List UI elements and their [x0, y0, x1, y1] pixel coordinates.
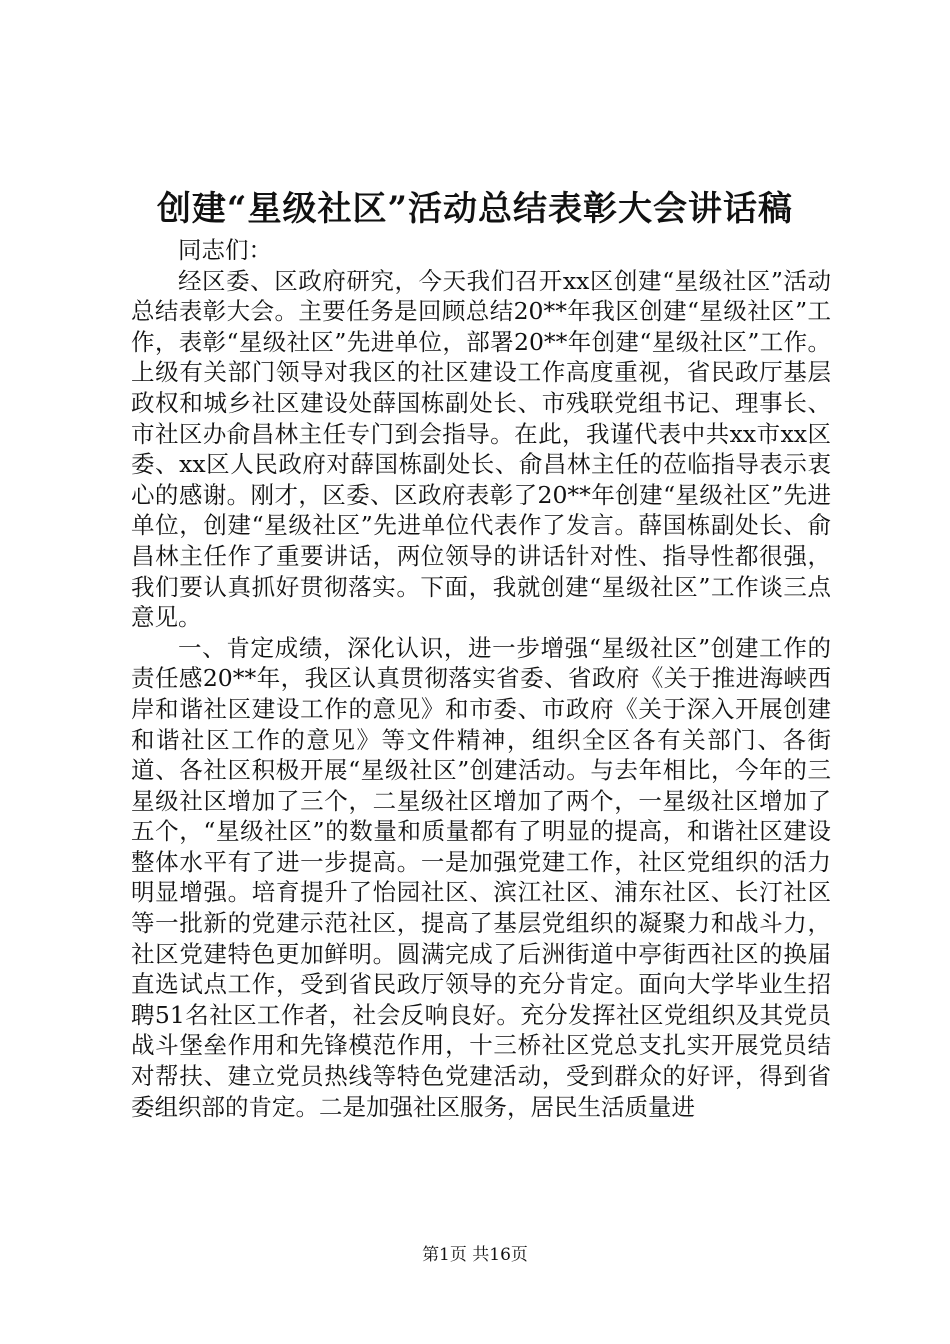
paragraph-section-one: 一、肯定成绩，深化认识，进一步增强“星级社区”创建工作的责任感20**年，我区认真贯彻落实省委、省政府《关于推进海峡西岸和谐社区建设工作的意见》和市委、市政府《关于深入开展创建和谐社区工作的意见》等文件精神，组织全区各有关部门、各街道、各社区积极开展“星级社区”创建活动。与去年相比，今年的三星级社区增加了三个，二星级社区增加了两个，一星级社区增加了五个，“星级社区”的数量和质量都有了明显的提高，和谐社区建设整体水平有了进一步提高。一是加强党建工作，社区党组织的活力明显增强。培育提升了怡园社区、滨江社区、浦东社区、长汀社区等一批新的党建示范社区，提高了基层党组织的凝聚力和战斗力，社区党建特色更加鲜明。圆满完成了后洲街道中亭街西社区的换届直选试点工作，受到省民政厅领导的充分肯定。面向大学毕业生招聘51名社区工作者，社会反响良好。充分发挥社区党组织及其党员战斗堡垒作用和先锋模范作用，十三桥社区党总支扎实开展党员结对帮扶、建立党员热线等特色党建活动，受到群众的好评，得到省委组织部的肯定。二是加强社区服务，居民生活质量进 [131, 633, 831, 1121]
document-title: 创建“星级社区”活动总结表彰大会讲话稿 [156, 189, 794, 229]
document-body [131, 235, 831, 1122]
greeting: 同志们： [178, 236, 272, 264]
page-number-footer: 第1页 共16页 [422, 1245, 528, 1265]
paragraph-intro: 经区委、区政府研究，今天我们召开xx区创建“星级社区”活动总结表彰大会。主要任务是回顾总结20**年我区创建“星级社区”工作，表彰“星级社区”先进单位，部署20**年创建“星级社区”工作。上级有关部门领导对我区的社区建设工作高度重视，省民政厅基层政权和城乡社区建设处薛国栋副处长、市残联党组书记、理事长、市社区办俞昌林主任专门到会指导。在此，我谨代表中共xx市xx区委、xx区人民政府对薛国栋副处长、俞昌林主任的莅临指导表示衷心的感谢。刚才，区委、区政府表彰了20**年创建“星级社区”先进单位，创建“星级社区”先进单位代表作了发言。薛国栋副处长、俞昌林主任作了重要讲话，两位领导的讲话针对性、指导性都很强，我们要认真抓好贯彻落实。下面，我就创建“星级社区”工作谈三点意见。 [131, 266, 831, 632]
